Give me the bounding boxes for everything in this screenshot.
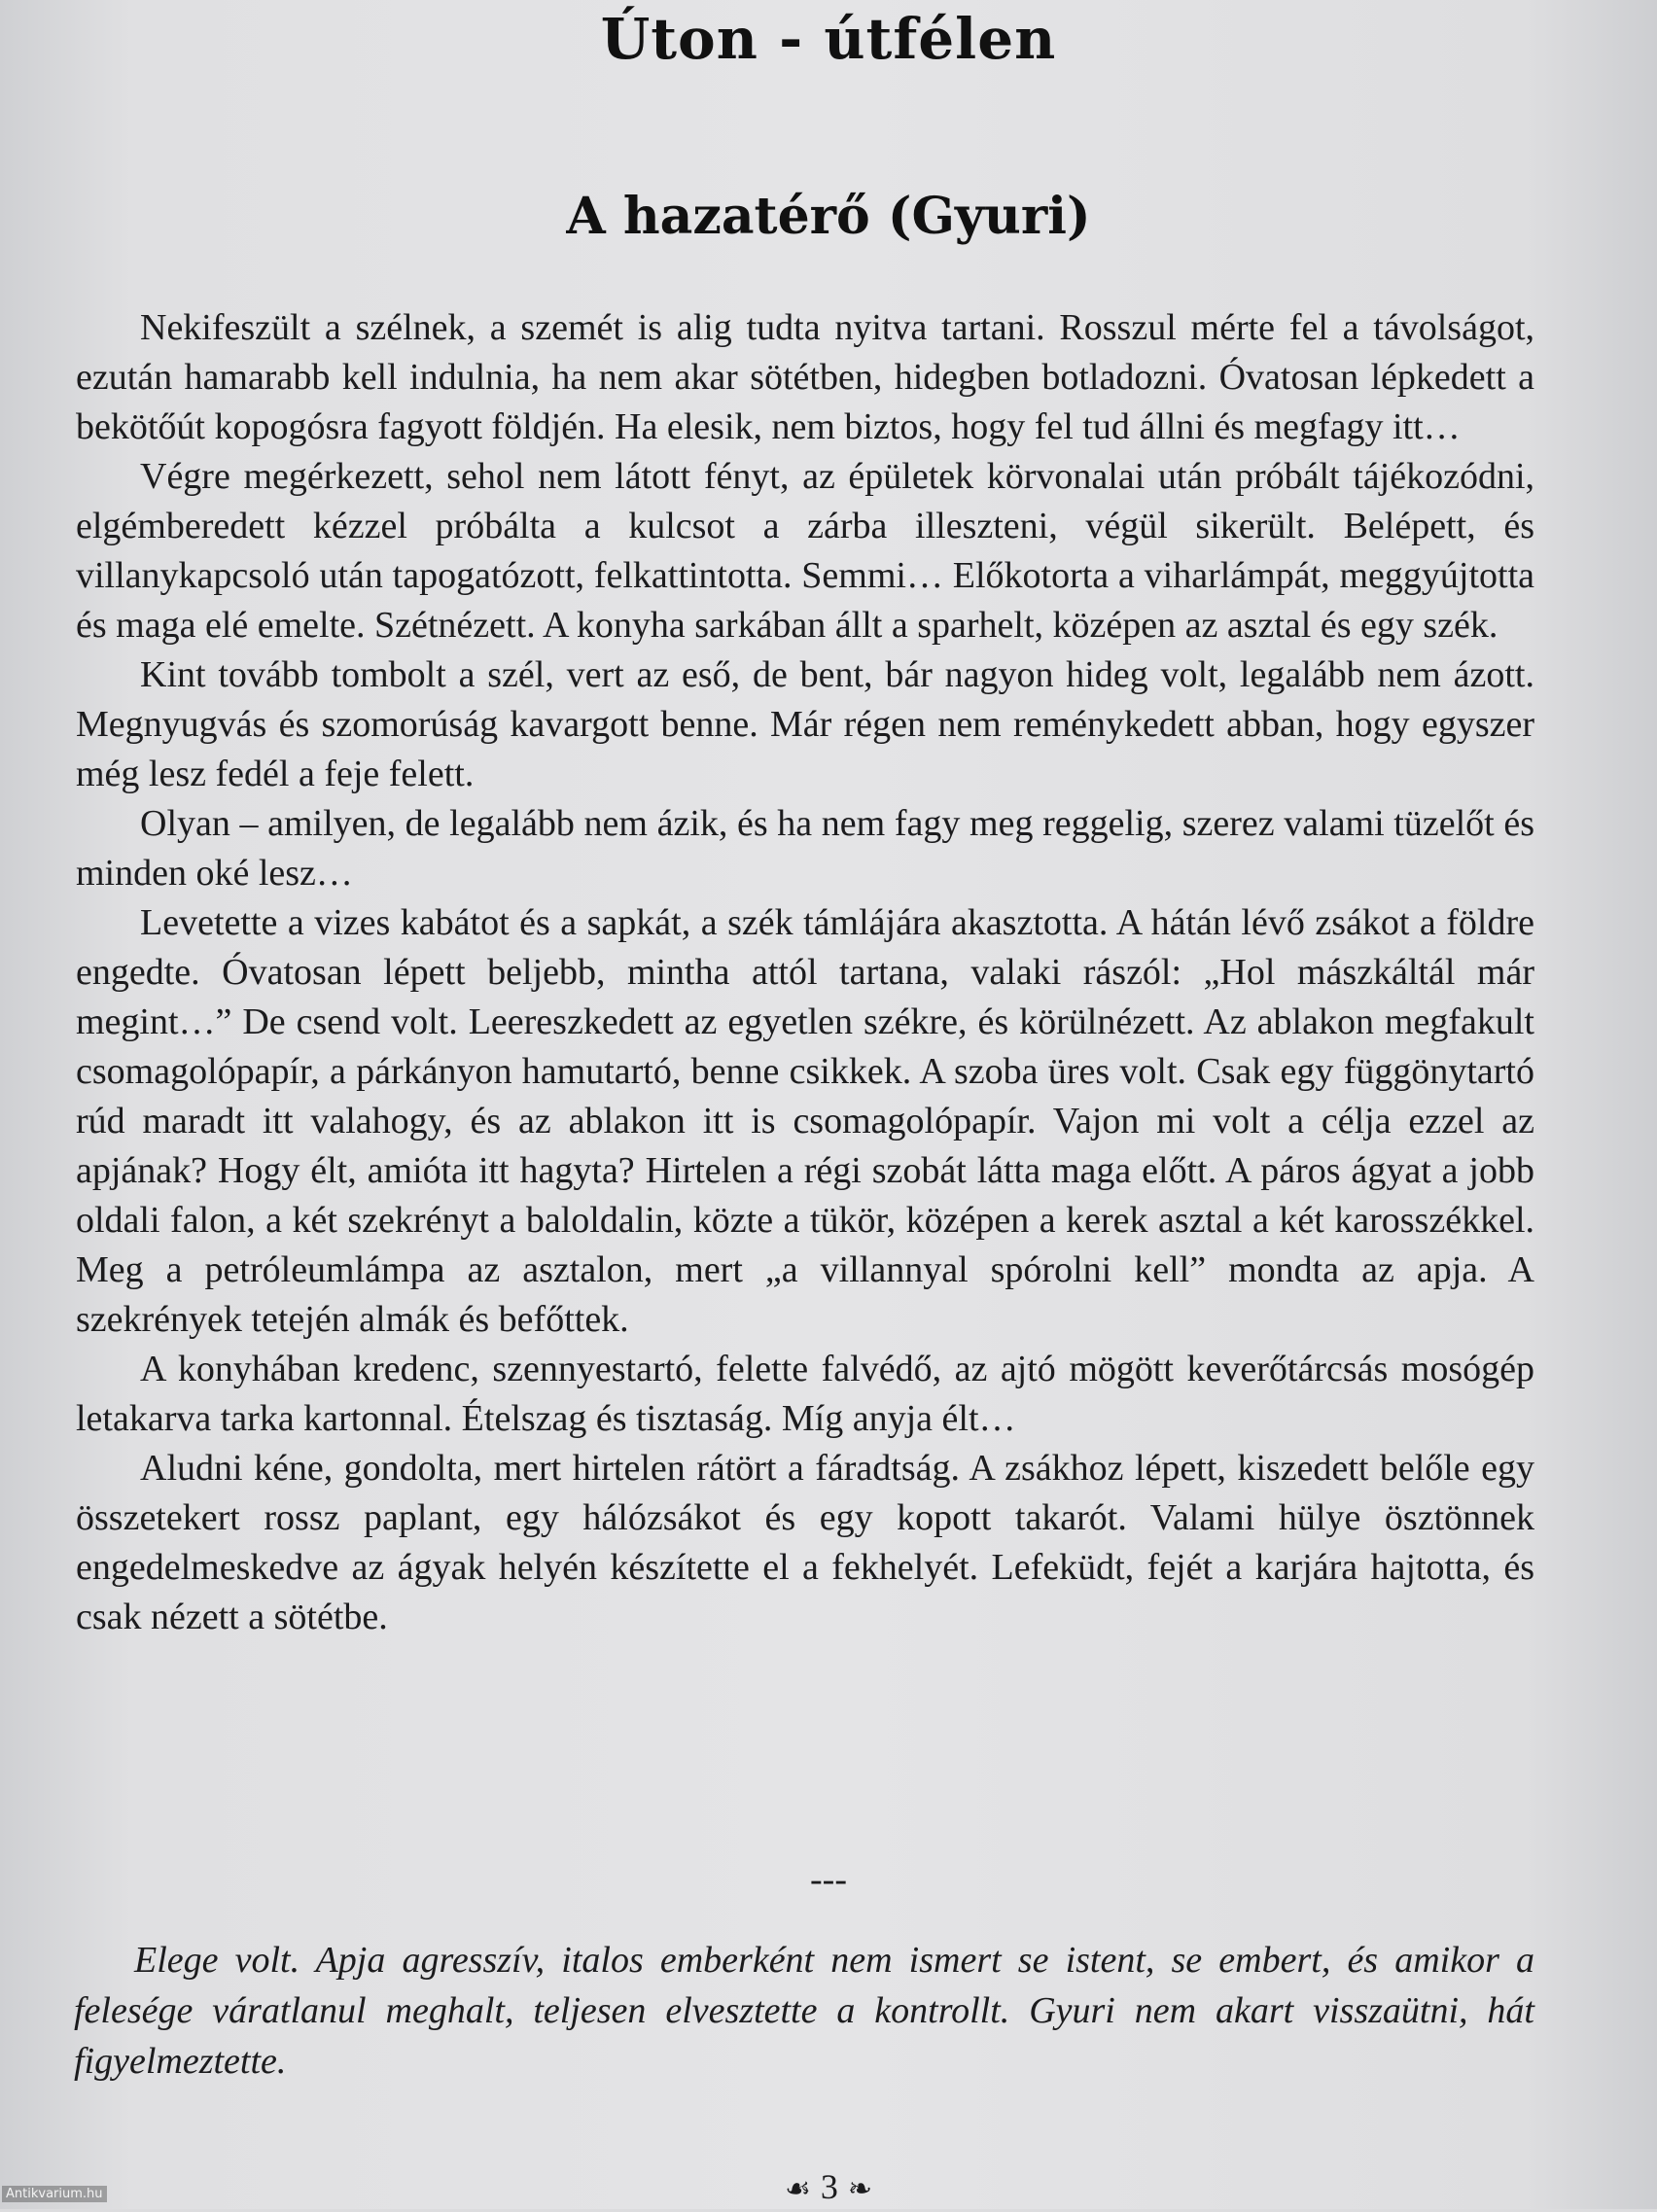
page-footer [0, 2164, 1657, 2212]
watermark: Antikvarium.hu [2, 2186, 107, 2202]
paragraph-4: Olyan – amilyen, de legalább nem ázik, és ha nem fagy meg reggelig, szerez valami tüzelőt és minden oké lesz… [76, 803, 1534, 894]
paragraph-2: Végre megérkezett, sehol nem látott fényt, az épületek körvonalai után próbált tájékozódni, elgémberedett kézzel próbálta a kulcsot a zárba illeszteni, végül sikerült. Belépett, és villanykapcsoló után tapogatózott, felkattintotta. Semmi… Előkotorta a viharlámpát, meggyújtotta és maga elé emelte. Szétnézett. A konyha sarkában állt a sparhelt, középen az asztal és egy szék. [76, 456, 1534, 646]
section-title: A hazatérő (Gyuri) [566, 187, 1091, 246]
page-number: 3 [820, 2167, 838, 2206]
paragraph-7: Aludni kéne, gondolta, mert hirtelen rátört a fáradtság. A zsákhoz lépett, kiszedett belőle egy összetekert rossz paplant, egy hálózsákot és egy kopott takarót. Valami hülye ösztönnek engedelmeskedve az ágyak helyén készítette el a fekhelyét. Lefeküdt, fejét a karjára hajtotta, és csak nézett a sötétbe. [76, 1448, 1534, 1637]
paragraph-6: A konyhában kredenc, szennyestartó, felette falvédő, az ajtó mögött keverőtárcsás mosógép letakarva tarka kartonnal. Ételszag és tisztaság. Míg anyja élt… [76, 1349, 1534, 1439]
italic-paragraph: Elege volt. Apja agresszív, italos emberként nem ismert se istent, se embert, és amikor a felesége váratlanul meghalt, teljesen elvesztette a kontrollt. Gyuri nem akart visszaütni, hát figyelmeztette. [74, 1940, 1534, 2082]
ornament-left-icon: ☙ [784, 2172, 811, 2206]
ornament-right-icon: ❧ [847, 2172, 873, 2206]
section-separator: --- [810, 1859, 847, 1900]
paragraph-1: Nekifeszült a szélnek, a szemét is alig tudta nyitva tartani. Rosszul mérte fel a távolságot, ezután hamarabb kell indulnia, ha nem akar sötétben, hidegben botladozni. Óvatosan lépkedett a bekötőút kopogósra fagyott földjén. Ha elesik, nem biztos, hogy fel tud állni és megfagy itt… [76, 307, 1534, 447]
paragraph-5: Levetette a vizes kabátot és a sapkát, a szék támlájára akasztotta. A hátán lévő zsákot a földre engedte. Óvatosan lépett beljebb, mintha attól tartana, valaki rászól: „Hol mászkáltál már megint…” De csend volt. Leereszkedett az egyetlen székre, és körülnézett. Az ablakon megfakult csomagolópapír, a párkányon hamutartó, benne csikkek. A szoba üres volt. Csak egy függönytartó rúd maradt itt valahogy, és az ablakon itt is csomagolópapír. Vajon mi volt a célja ezzel az apjának? Hogy élt, amióta itt hagyta? Hirtelen a régi szobát látta maga előtt. A páros ágyat a jobb oldali falon, a két szekrényt a baloldalin, közte a tükör, középen a kerek asztal a két karosszékkel. Meg a petróleumlámpa az asztalon, mert „a villannyal spórolni kell” mondta az apja. A szekrények tetején almák és befőttek. [76, 902, 1534, 1340]
chapter-title: Úton - útfélen [600, 6, 1057, 72]
italic-text [74, 1935, 1534, 2087]
body-text [76, 303, 1534, 1642]
paragraph-3: Kint tovább tombolt a szél, vert az eső, de bent, bár nagyon hideg volt, legalább nem ázott. Megnyugvás és szomorúság kavargott benne. Már régen nem reménykedett abban, hogy egyszer még lesz fedél a feje felett. [76, 654, 1534, 794]
